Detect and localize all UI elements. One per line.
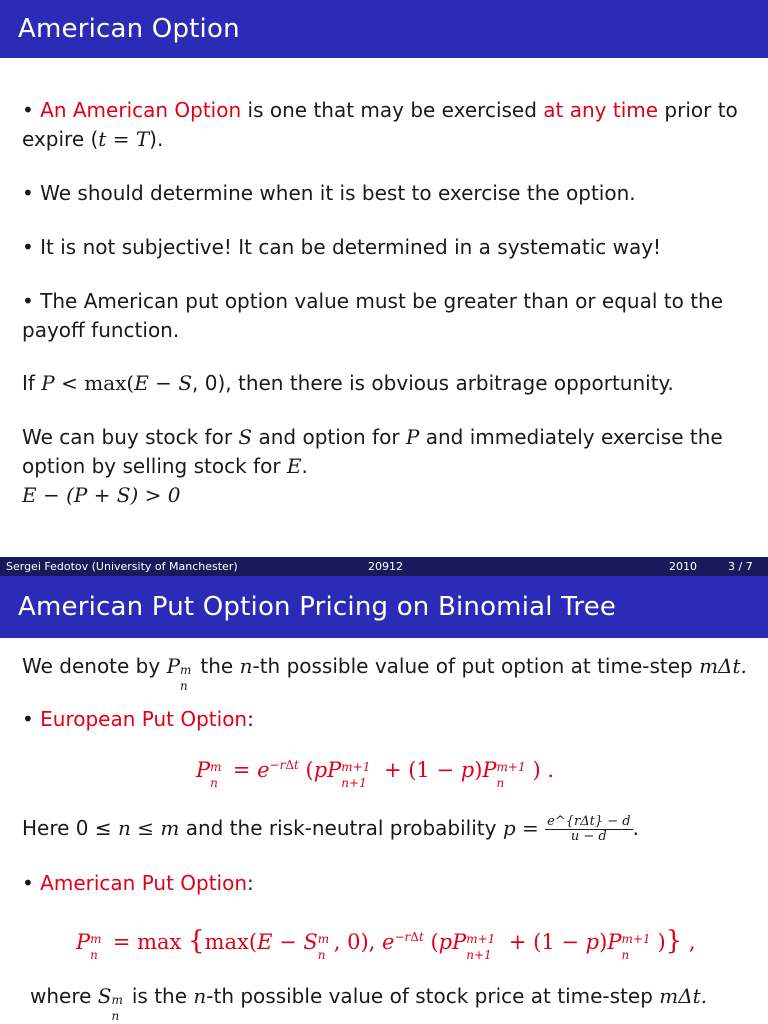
probability-fraction: $\frac{\text{e\textasciicircum{}\{rΔt\} − d}}{u - d}$ <box>547 814 631 844</box>
arbitrage-inequality: E − (P + S) > 0 <box>22 483 181 507</box>
slide-title: American Put Option Pricing on Binomial Tree <box>0 576 768 638</box>
american-equation: P m n = max {max(E − S m n , 0), $e^{-r\Delta t}$ (pP m+1 n+1 + (1 − p)P m+1 n )} , <box>76 926 696 962</box>
american-label-line: • American Put Option: <box>22 871 254 895</box>
slide-2 <box>0 576 768 1024</box>
slide-footer <box>0 557 768 576</box>
buy-stock-line2: option by selling stock for E. <box>22 454 308 478</box>
intro-line: We denote by P m n the n-th possible value of put option at time-step mΔt. <box>22 654 747 693</box>
european-equation: P m n = $e^{-r\Delta t}$ (pP m+1 n+1 + (1 − p)P m+1 n ) . <box>196 758 555 790</box>
bullet-american-definition: • An American Option is one that may be exercised at any time prior to <box>22 98 738 122</box>
where-line: where S m n is the n-th possible value of stock price at time-step mΔt. <box>30 984 708 1023</box>
bullet-american-definition-line2: expire (t = T). <box>22 127 164 151</box>
bullet-put-value: • The American put option value must be greater than or equal to the <box>22 289 724 313</box>
european-label-line: • European Put Option: <box>22 707 254 731</box>
buy-stock-line1: We can buy stock for S and option for P and immediately exercise the <box>22 425 723 449</box>
bullet-determine-exercise: • We should determine when it is best to exercise the option. <box>22 181 636 205</box>
arbitrage-statement: If P < max(E − S, 0), then there is obvious arbitrage opportunity. <box>22 371 674 395</box>
bullet-put-value-line2: payoff function. <box>22 318 180 342</box>
footer-course: 20912 <box>368 560 403 573</box>
slide-title: American Option <box>0 0 768 58</box>
bullet-not-subjective: • It is not subjective! It can be determined in a systematic way! <box>22 235 662 259</box>
footer-year: 2010 <box>669 560 697 573</box>
footer-author: Sergei Fedotov (University of Manchester) <box>6 560 238 573</box>
footer-page: 3 / 7 <box>728 560 753 573</box>
here-line: Here 0 ≤ n ≤ m and the risk-neutral probability p = $\frac{\text{e\textasciicircum{}\{rΔt\} − d}}{u - d}$ . <box>22 814 639 844</box>
